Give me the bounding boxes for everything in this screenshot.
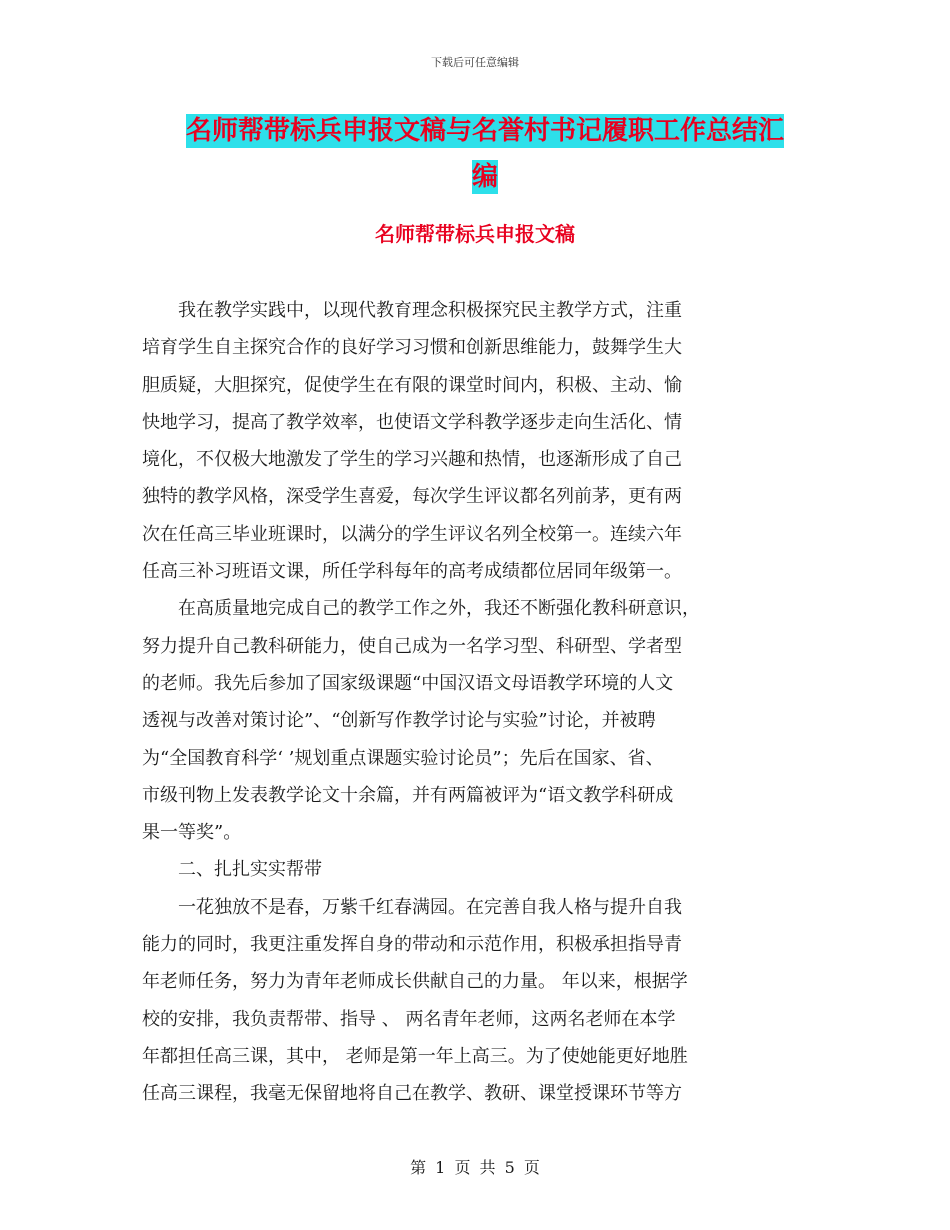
body-line: 为“全国教育科学‘ ’规划重点课题实验讨论员”；先后在国家、省、 <box>142 747 664 769</box>
header-note: 下载后可任意编辑 <box>431 56 519 69</box>
body-line: 任高三课程，我毫无保留地将自己在教学、教研、课堂授课环节等方 <box>142 1083 682 1105</box>
body-line: 任高三补习班语文课，所任学科每年的高考成绩都位居同年级第一。 <box>142 561 682 583</box>
body-line: 努力提升自己教科研能力，使自己成为一名学习型、科研型、学者型 <box>142 635 682 657</box>
section-title: 名师帮带标兵申报文稿 <box>375 222 575 246</box>
body-line: 市级刊物上发表教学论文十余篇，并有两篇被评为“语文教学科研成 <box>142 784 674 806</box>
body-line: 校的安排，我负责帮带、指导 、 两名青年老师，这两名老师在本学 <box>142 1008 676 1030</box>
title-line-2: 编 <box>471 162 498 192</box>
title-line-1: 名师帮带标兵申报文稿与名誉村书记履职工作总结汇 <box>185 116 784 146</box>
body-line: 透视与改善对策讨论”、“创新写作教学讨论与实验”讨论，并被聘 <box>142 710 656 732</box>
body-line: 我在教学实践中，以现代教育理念积极探究民主教学方式，注重 <box>142 300 682 321</box>
body-line: 年都担任高三课，其中， 老师是第一年上高三。为了使她能更好地胜 <box>142 1045 688 1067</box>
body-line: 果一等奖”。 <box>142 822 242 844</box>
document-title <box>170 108 800 200</box>
body-line: 二、扎扎实实帮带 <box>142 859 322 881</box>
page-footer: 第 1 页 共 5 页 <box>410 1158 540 1177</box>
body-line: 境化，不仅极大地激发了学生的学习兴趣和热情，也逐渐形成了自己 <box>142 449 682 471</box>
body-line: 能力的同时，我更注重发挥自身的带动和示范作用，积极承担指导青 <box>142 934 682 956</box>
body-line: 培育学生自主探究合作的良好学习习惯和创新思维能力，鼓舞学生大 <box>142 337 682 359</box>
body-line: 快地学习，提高了教学效率，也使语文学科教学逐步走向生活化、情 <box>142 411 682 433</box>
body-line: 一花独放不是春，万紫千红春满园。在完善自我人格与提升自我 <box>142 896 682 918</box>
body-line: 的老师。我先后参加了国家级课题“中国汉语文母语教学环境的人文 <box>142 672 674 694</box>
body-line: 次在任高三毕业班课时，以满分的学生评议名列全校第一。连续六年 <box>142 523 682 545</box>
body-line: 在高质量地完成自己的教学工作之外，我还不断强化教科研意识， <box>142 598 700 620</box>
body-line: 年老师任务，努力为青年老师成长供献自己的力量。 年以来，根据学 <box>142 971 688 993</box>
body-text <box>142 292 822 1113</box>
body-line: 胆质疑，大胆探究，促使学生在有限的课堂时间内，积极、主动、愉 <box>142 374 682 396</box>
body-line: 独特的教学风格，深受学生喜爱，每次学生评议都名列前茅，更有两 <box>142 486 682 508</box>
